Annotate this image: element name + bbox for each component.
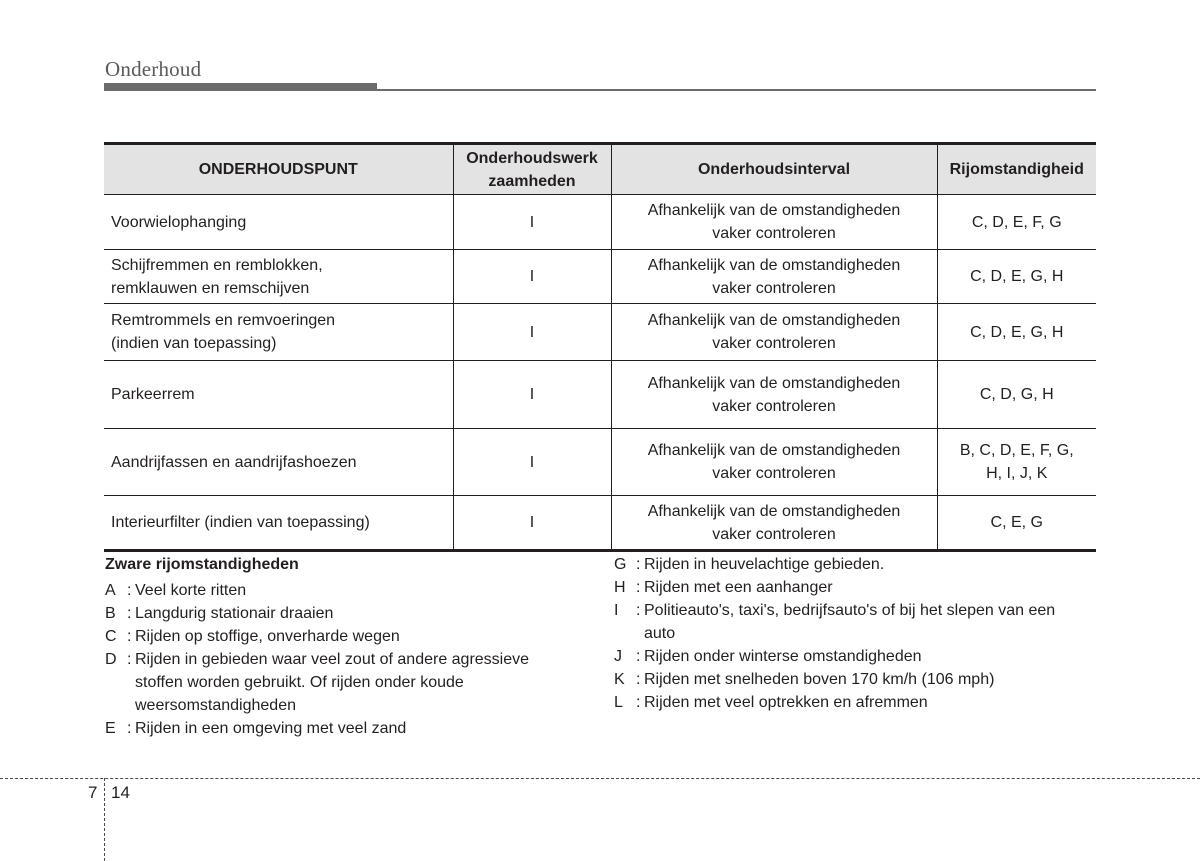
condition-colon [127, 694, 135, 717]
cell-item-line: Remtrommels en remvoeringen [111, 312, 336, 329]
cell-item [104, 250, 453, 304]
condition-colon: : [636, 671, 641, 688]
cell-sched: I [453, 304, 611, 361]
condition-item [614, 599, 1104, 622]
condition-key: E [105, 720, 116, 737]
cell-interval-line: vaker controleren [712, 465, 836, 482]
condition-key: D [105, 651, 117, 668]
condition-item [105, 648, 585, 671]
condition-colon: : [127, 628, 132, 645]
condition-item [105, 602, 585, 625]
cell-item-line: Parkeerrem [111, 386, 195, 403]
cell-interval-line: vaker controleren [712, 397, 836, 415]
cell-item [104, 361, 453, 429]
header-schedule [453, 144, 611, 195]
condition-text: auto [644, 625, 676, 642]
condition-item [614, 691, 1104, 714]
condition-text: Rijden in heuvelachtige gebieden. [644, 556, 885, 573]
condition-colon: : [636, 602, 641, 619]
table-row [104, 361, 1096, 429]
condition-item [105, 694, 585, 717]
condition-key [105, 694, 127, 717]
table-row [104, 496, 1096, 551]
cell-cond-line: C, E, G [990, 514, 1043, 531]
cell-cond [937, 195, 1096, 250]
condition-key: A [105, 582, 116, 599]
condition-text: weersomstandigheden [135, 697, 296, 714]
condition-colon: : [127, 582, 132, 599]
condition-key: G [614, 556, 627, 573]
condition-key [105, 671, 127, 694]
table-row [104, 304, 1096, 361]
condition-item [614, 553, 1104, 576]
condition-colon [127, 671, 135, 694]
condition-key: I [614, 602, 619, 619]
cell-sched: I [453, 429, 611, 496]
cell-item [104, 304, 453, 361]
condition-item [614, 645, 1104, 668]
condition-colon: : [127, 720, 132, 737]
condition-colon: : [127, 651, 132, 668]
table-header-row [104, 144, 1096, 195]
cell-cond [937, 429, 1096, 496]
table-row [104, 195, 1096, 250]
footer-vertical-divider [104, 778, 105, 861]
condition-text: Rijden in een omgeving met veel zand [135, 720, 407, 737]
cell-interval-line: Afhankelijk van de omstandigheden [647, 312, 901, 329]
cell-interval [611, 250, 937, 304]
footer-divider [0, 778, 1200, 779]
condition-text: Langdurig stationair draaien [135, 605, 334, 622]
cell-cond-line: C, D, G, H [979, 386, 1054, 403]
cell-item-line: Voorwielophanging [111, 213, 247, 231]
cell-cond-line: C, D, E, G, H [970, 268, 1064, 285]
condition-key: J [614, 648, 622, 665]
cell-sched: I [453, 195, 611, 250]
cell-item-line: Aandrijfassen en aandrijfashoezen [111, 453, 357, 471]
cell-item [104, 429, 453, 496]
condition-text: Rijden met een aanhanger [644, 579, 833, 596]
cell-interval [611, 361, 937, 429]
cell-item-line: (indien van toepassing) [111, 335, 277, 352]
condition-key: B [105, 605, 116, 622]
conditions-right [614, 553, 1104, 714]
cell-item-line: Interieurfilter (indien van toepassing) [111, 514, 370, 531]
cell-item-line: Schijfremmen en remblokken, [111, 256, 323, 274]
cell-item-line: remklauwen en remschijven [111, 279, 310, 297]
condition-item [105, 671, 585, 694]
cell-item [104, 496, 453, 551]
header-item: ONDERHOUDSPUNT [104, 144, 453, 195]
condition-text: Rijden in gebieden waar veel zout of andere agressieve [135, 651, 530, 668]
condition-key: L [614, 694, 623, 711]
condition-item [614, 668, 1104, 691]
cell-interval [611, 429, 937, 496]
cell-sched: I [453, 250, 611, 304]
conditions-left [105, 553, 585, 740]
cell-cond-line: H, I, J, K [986, 465, 1048, 482]
cell-sched: I [453, 361, 611, 429]
title-rule [104, 89, 1096, 91]
condition-text: stoffen worden gebruikt. Of rijden onder koude [135, 674, 464, 691]
condition-colon: : [127, 605, 132, 622]
page-number: 14 [111, 783, 130, 802]
cell-interval-line: Afhankelijk van de omstandigheden [647, 502, 901, 520]
cell-interval-line: vaker controleren [712, 279, 836, 297]
cell-interval-line: Afhankelijk van de omstandigheden [647, 442, 901, 459]
condition-item [614, 576, 1104, 599]
cell-interval [611, 496, 937, 551]
cell-interval-line: vaker controleren [712, 335, 836, 352]
condition-text: Veel korte ritten [135, 582, 247, 599]
condition-item [105, 717, 585, 740]
cell-cond [937, 361, 1096, 429]
condition-colon: : [636, 694, 641, 711]
cell-interval [611, 195, 937, 250]
cell-cond-line: C, D, E, F, G [971, 213, 1062, 231]
condition-colon: : [636, 556, 641, 573]
condition-key: H [614, 579, 626, 596]
header-condition: Rijomstandigheid [937, 144, 1096, 195]
condition-colon: : [636, 579, 641, 596]
cell-interval-line: Afhankelijk van de omstandigheden [647, 202, 901, 219]
cell-interval [611, 304, 937, 361]
condition-item [105, 625, 585, 648]
cell-interval-line: Afhankelijk van de omstandigheden [647, 374, 901, 392]
condition-text: Rijden met veel optrekken en afremmen [644, 694, 928, 711]
condition-key: C [105, 628, 117, 645]
condition-colon: : [636, 648, 641, 665]
table-row [104, 429, 1096, 496]
condition-key [614, 622, 636, 645]
table-row [104, 250, 1096, 304]
condition-key: K [614, 671, 625, 688]
conditions-heading: Zware rijomstandigheden [105, 556, 299, 573]
condition-text: Politieauto's, taxi's, bedrijfsauto's of bij het slepen van een [644, 602, 1056, 619]
condition-item [614, 622, 1104, 645]
cell-cond [937, 250, 1096, 304]
cell-interval-line: Afhankelijk van de omstandigheden [647, 256, 901, 274]
cell-sched: I [453, 496, 611, 551]
cell-interval-line: vaker controleren [712, 225, 836, 242]
header-schedule-line: zaamheden [488, 172, 576, 190]
cell-cond [937, 304, 1096, 361]
condition-text: Rijden met snelheden boven 170 km/h (106 mph) [644, 671, 995, 688]
condition-text: Rijden op stoffige, onverharde wegen [135, 628, 400, 645]
section-title: Onderhoud [105, 57, 202, 81]
maintenance-table [104, 142, 1096, 552]
cell-item [104, 195, 453, 250]
condition-text: Rijden onder winterse omstandigheden [644, 648, 922, 665]
condition-item [105, 579, 585, 602]
condition-colon [636, 622, 644, 645]
header-schedule-line: Onderhoudswerk [466, 149, 598, 167]
cell-interval-line: vaker controleren [712, 525, 836, 543]
header-interval: Onderhoudsinterval [611, 144, 937, 195]
cell-cond-line: B, C, D, E, F, G, [959, 442, 1074, 459]
cell-cond-line: C, D, E, G, H [970, 323, 1064, 341]
cell-cond [937, 496, 1096, 551]
page-chapter: 7 [88, 783, 98, 802]
